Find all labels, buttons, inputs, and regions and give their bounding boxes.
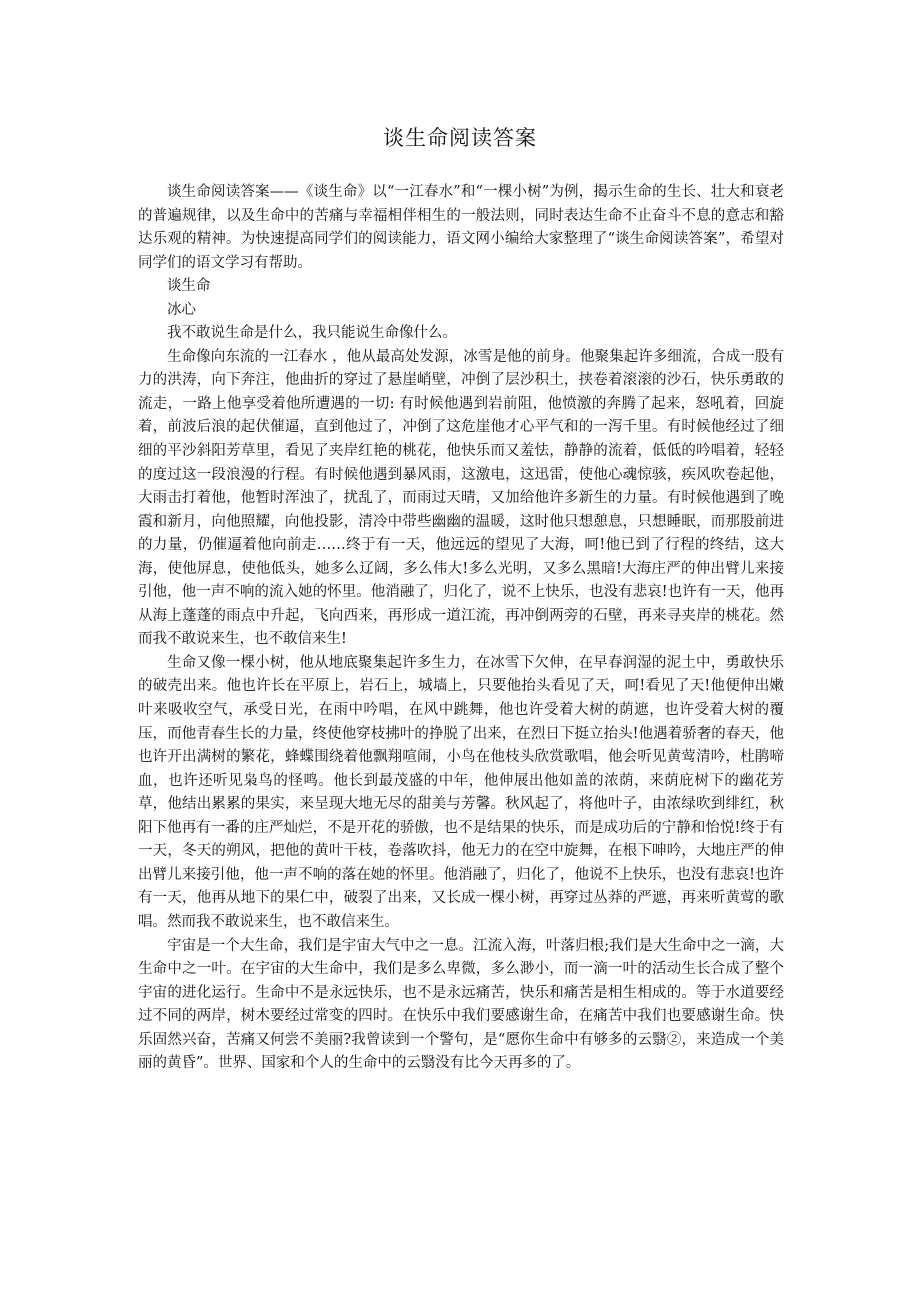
article-paragraph: 我不敢说生命是什么，我只能说生命像什么。 xyxy=(167,325,457,342)
author-line: 冰心 xyxy=(167,301,196,318)
article-body xyxy=(138,181,784,1076)
intro-paragraph: 谈生命阅读答案——《谈生命》以“一江春水”和“一棵小树”为例，揭示生命的生长、壮大和衰老的普遍规律，以及生命中的苦痛与幸福相伴相生的一般法则，同时表达生命不止奋斗不息的意志和豁达乐观的精神。为快速提高同学们的阅读能力，语文网小编给大家整理了“谈生命阅读答案”，希望对同学们的语文学习有帮助。 xyxy=(138,184,784,271)
article-paragraph: 生命又像一棵小树，他从地底聚集起许多生力，在冰雪下欠伸，在早春润湿的泥土中，勇敢快乐的破壳出来。他也许长在平原上，岩石上，城墙上，只要他抬头看见了天，呵!看见了天!他便伸出嫩叶来吸收空气，承受日光，在雨中吟唱，在风中跳舞，他也许受着大树的荫遮，也许受着大树的覆压，而他青春生长的力量，终使他穿枝拂叶的挣脱了出来，在烈日下挺立抬头!他遇着骄奢的春天，他也许开出满树的繁花，蜂蝶围绕着他飘翔喧闹，小鸟在他枝头欣赏歌唱，他会听见黄莺清吟，杜鹃啼血，也许还听见枭鸟的怪鸣。他长到最茂盛的中年，他伸展出他如盖的浓荫，来荫庇树下的幽花芳草，他结出累累的果实，来呈现大地无尽的甜美与芳馨。秋风起了，将他叶子，由浓绿吹到绯红，秋阳下他再有一番的庄严灿烂，不是开花的骄傲，也不是结果的快乐，而是成功后的宁静和怡悦!终于有一天，冬天的朔风，把他的黄叶干枝，卷落吹抖，他无力的在空中旋舞，在根下呻吟，大地庄严的伸出臂儿来接引他，他一声不响的落在她的怀里。他消融了，归化了，他说不上快乐，也没有悲哀!也许有一天，他再从地下的果仁中，破裂了出来，又长成一棵小树，再穿过丛莽的严遮，再来听黄莺的歌唱。然而我不敢说来生，也不敢信来生。 xyxy=(138,654,784,930)
article-paragraph: 宇宙是一个大生命，我们是宇宙大气中之一息。江流入海，叶落归根;我们是大生命中之一滴，大生命中之一叶。在宇宙的大生命中，我们是多么卑微，多么渺小，而一滴一叶的活动生长合成了整个宇宙的进化运行。生命中不是永远快乐，也不是永远痛苦，快乐和痛苦是相生相成的。等于水道要经过不同的两岸，树木要经过常变的四时。在快乐中我们要感谢生命，在痛苦中我们也要感谢生命。快乐固然兴奋，苦痛又何尝不美丽?我曾读到一个警句，是“愿你生命中有够多的云翳②，来造成一个美丽的黄昏”。世界、国家和个人的生命中的云翳没有比今天再多的了。 xyxy=(138,937,784,1072)
article-paragraph: 生命像向东流的一江春水 ，他从最高处发源，冰雪是他的前身。他聚集起许多细流，合成一股有力的洪涛，向下奔注，他曲折的穿过了悬崖峭壁，冲倒了层沙积土，挟卷着滚滚的沙石，快乐勇敢的流走，一路上他享受着他所遭遇的一切: 有时候他遇到岩前阻，他愤激的奔腾了起来，怒吼着，回旋着，前波后浪的起伏催逼，直到他过了，冲倒了这危崖他才心平气和的一泻千里。有时候他经过了细细的平沙斜阳芳草里，看见了夹岸红艳的桃花，他快乐而又羞怯，静静的流着，低低的吟唱着，轻轻的度过这一段浪漫的行程。有时候他遇到暴风雨，这激电，这迅雷，使他心魂惊骇，疾风吹卷起他，大雨击打着他，他暂时浑浊了，扰乱了，而雨过天晴，又加给他许多新生的力量。有时候他遇到了晚霞和新月，向他照耀，向他投影，清冷中带些幽幽的温暖，这时他只想憩息，只想睡眠，而那股前进的力量，仍催逼着他向前走……终于有一天，他远远的望见了大海，呵!他已到了行程的终结，这大海，使他屏息，使他低头，她多么辽阔，多么伟大!多么光明，又多么黑暗!大海庄严的伸出臂儿来接引他，他一声不响的流入她的怀里。他消融了，归化了，说不上快乐，也没有悲哀!也许有一天，他再从海上蓬蓬的雨点中升起，飞向西来，再形成一道江流，再冲倒两旁的石壁，再来寻夹岸的桃花。然而我不敢说来生，也不敢信来生! xyxy=(138,348,784,648)
page-title: 谈生命阅读答案 xyxy=(383,126,537,150)
article-title-line: 谈生命 xyxy=(167,278,211,295)
